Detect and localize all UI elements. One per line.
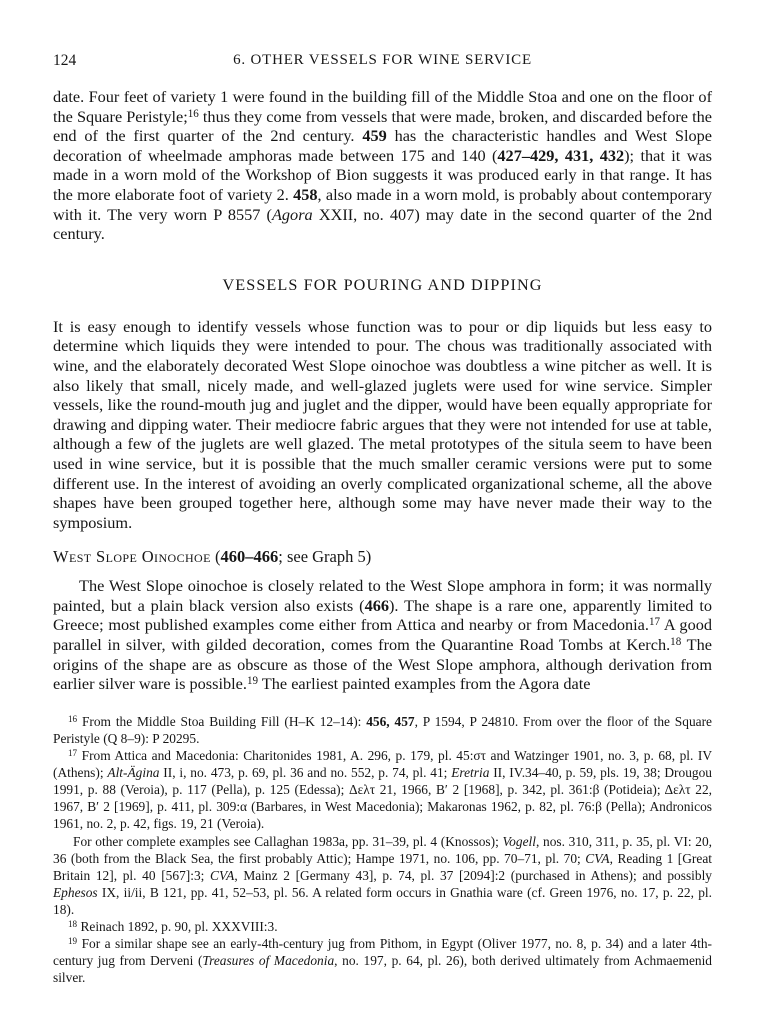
page-header: [53, 52, 712, 70]
section-heading: VESSELS FOR POURING AND DIPPING: [222, 275, 543, 294]
footnote-17-continued: For other complete examples see Callaghan 1983a, pp. 31–39, pl. 4 (Knossos); Vogell, nos. 310, 311, p. 35, pl. VI: 20, 36 (both from the Black Sea, the first probably Attic); Hampe 1971, no. 106, pp. 70–71, pl. 70; CVA, Reading 1 [Great Britain 12], pl. 40 [567]:3; CVA, Mainz 2 [Germany 43], p. 74, pl. 37 [2094]:2 (purchased in Athens); and possibly Ephesos IX, ii/ii, B 121, pp. 41, 52–53, pl. 56. A related form occurs in Gnathia ware (cf. Green 1976, no. 17, p. 22, pl. 18).: [53, 833, 712, 917]
subsection-heading: West Slope Oinochoe (460–466; see Graph 5): [53, 547, 372, 567]
paragraph-continuation: date. Four feet of variety 1 were found in the building fill of the Middle Stoa and one on the floor of the Square Peristyle;$^{16}$ thus they come from vessels that were made, broken, and discarded before the end of the first quarter of the 2nd century. 459 has the characteristic handles and West Slope decoration of wheelmade amphoras made between 175 and 140 (427–429, 431, 432); that it was made in a worn mold of the Workshop of Bion suggests it was produced early in that range. It has the more elaborate foot of variety 2. 458, also made in a worn mold, is probably about contemporary with it. The very worn P 8557 (Agora XXII, no. 407) may date in the second quarter of the 2nd century.: [53, 87, 713, 244]
footnote-17: $^{17}$ From Attica and Macedonia: Charitonides 1981, A. 296, p. 179, pl. 45:στ and Watzinger 1901, no. 3, p. 68, pl. IV (Athens); Alt-Ägina II, i, no. 473, p. 69, pl. 36 and no. 552, p. 74, pl. 41; Eretria II, IV.34–40, p. 59, pls. 19, 38; Drougou 1991, p. 88 (Veroia), p. 117 (Pella), p. 125 (Edessa); Δελτ 21, 1966, Β′ 2 [1968], p. 342, pl. 361:β (Potideia); Δελτ 22, 1967, Β′ 2 [1969], p. 411, pl. 309:α (Barbares, in West Macedonia); Makaronas 1962, p. 82, pl. 76:β (Pella); Andronicos 1961, no. 2, p. 42, figs. 19, 21 (Veroia).: [53, 747, 712, 832]
footnote-18: $^{18}$ Reinach 1892, p. 90, pl. XXXVIII:3.: [68, 918, 278, 934]
running-head: 6. OTHER VESSELS FOR WINE SERVICE: [233, 52, 532, 68]
page-body: [53, 87, 712, 694]
paragraph-west-slope-oinochoe: The West Slope oinochoe is closely related to the West Slope amphora in form; it was normally painted, but a plain black version also exists (466). The shape is a rare one, apparently limited to Greece; most published examples come either from Attica and nearby or from Macedonia.$^{17}$ A good parallel in silver, with gilded decoration, comes from the Quarantine Road Tombs at Kerch.$^{18}$ The origins of the shape are as obscure as those of the West Slope amphora, although derivation from earlier silver ware is possible.$^{19}$ The earliest painted examples from the Agora date: [53, 576, 712, 694]
paragraph-section-intro: It is easy enough to identify vessels whose function was to pour or dip liquids but less easy to determine which liquids they were intended to pour. The chous was traditionally associated with wine, and the elaborately decorated West Slope oinochoe was doubtless a wine pitcher as well. It is also likely that small, nicely made, and well-glazed juglets were used for wine service. Simpler vessels, like the round-mouth jug and juglet and the dipper, would have been equally appropriate for drawing and dipping water. Their mediocre fabric argues that they were not intended for use at table, although a few of the juglets are well glazed. The metal prototypes of the situla seem to have been used in wine service, but it is possible that the much smaller ceramic versions were put to some different use. In the interest of avoiding an overly complicated organizational scheme, all the above shapes have been grouped together here, although some may have never made their way to the symposium.: [53, 316, 712, 532]
footnote-19: $^{19}$ For a similar shape see an early-4th-century jug from Pithom, in Egypt (Oliver 1977, no. 8, p. 34) and a later 4th-century jug from Derveni (Treasures of Macedonia, no. 197, p. 64, pl. 26), both derived ultimately from Achmaemenid silver.: [53, 935, 712, 986]
footnote-16: $^{16}$ From the Middle Stoa Building Fill (H–K 12–14): 456, 457, P 1594, P 24810. From over the floor of the Square Peristyle (Q 8–9): P 20295.: [53, 713, 712, 746]
footnotes-block: [53, 713, 712, 987]
page-number: 124: [53, 52, 77, 69]
